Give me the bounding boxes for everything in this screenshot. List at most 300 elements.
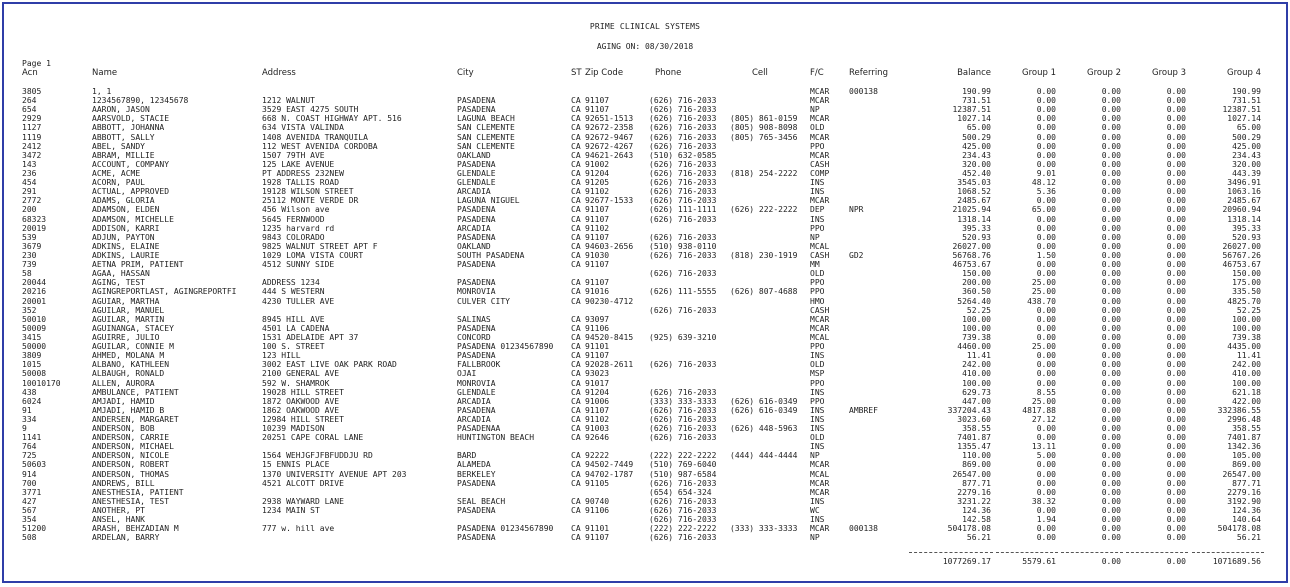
cell-acn: 230 xyxy=(22,250,37,260)
table-row xyxy=(4,333,1286,342)
cell-group2: 0.00 xyxy=(1101,278,1121,288)
cell-state: CA xyxy=(571,478,581,488)
cell-fin-class: MCAL xyxy=(810,241,830,251)
cell-zip: 92672-2358 xyxy=(585,123,634,133)
cell-acn: 454 xyxy=(22,178,37,188)
cell-zip: 90230-4712 xyxy=(585,296,634,306)
cell-balance: 877.71 xyxy=(962,478,991,488)
cell-group2: 0.00 xyxy=(1101,187,1121,197)
cell-referring: AMBREF xyxy=(849,405,878,415)
cell-balance: 739.38 xyxy=(962,332,991,342)
cell-zip: 91107 xyxy=(585,351,610,361)
cell-balance: 520.93 xyxy=(962,232,991,242)
cell-balance: 12387.51 xyxy=(952,105,991,115)
cell-zip: 92222 xyxy=(585,451,610,461)
report-page xyxy=(2,2,1288,583)
cell-state: CA xyxy=(571,342,581,352)
cell-fin-class: INS xyxy=(810,405,825,415)
cell-city: PASADENA xyxy=(457,232,496,242)
table-row xyxy=(4,151,1286,160)
cell-zip: 91107 xyxy=(585,96,610,106)
cell-group4: 443.39 xyxy=(1232,168,1261,178)
cell-balance: 358.55 xyxy=(962,424,991,434)
cell-group2: 0.00 xyxy=(1101,205,1121,215)
cell-group4: 175.00 xyxy=(1232,278,1261,288)
cell-state: CA xyxy=(571,260,581,270)
cell-cell: (626) 448-5963 xyxy=(730,424,798,434)
cell-state: CA xyxy=(571,123,581,133)
table-row xyxy=(4,324,1286,333)
cell-name: ANOTHER, PT xyxy=(92,506,145,516)
cell-balance: 3545.03 xyxy=(957,178,991,188)
cell-address: 9825 WALNUT STREET APT F xyxy=(262,241,378,251)
cell-group1: 65.00 xyxy=(1031,205,1056,215)
cell-group3: 0.00 xyxy=(1166,314,1186,324)
cell-zip: 91003 xyxy=(585,424,610,434)
cell-referring: NPR xyxy=(849,205,864,215)
cell-group3: 0.00 xyxy=(1166,506,1186,516)
cell-state: CA xyxy=(571,287,581,297)
col-group2: Group 2 xyxy=(1087,68,1121,78)
report-subtitle: AGING ON: 08/30/2018 xyxy=(596,42,694,51)
cell-group4: 335.50 xyxy=(1232,287,1261,297)
table-row xyxy=(4,388,1286,397)
cell-acn: 6024 xyxy=(22,396,42,406)
cell-name: AARSVOLD, STACIE xyxy=(92,114,170,124)
cell-fin-class: MCAR xyxy=(810,114,830,124)
cell-name: ABBOTT, SALLY xyxy=(92,132,155,142)
cell-zip: 92028-2611 xyxy=(585,360,634,370)
cell-name: AMJADI, HAMID xyxy=(92,396,155,406)
cell-fin-class: OLD xyxy=(810,123,825,133)
cell-group3: 0.00 xyxy=(1166,369,1186,379)
cell-address: 1564 WEHJGFJFBFUDDJU RD xyxy=(262,451,373,461)
cell-fin-class: MCAR xyxy=(810,487,830,497)
cell-balance: 11.41 xyxy=(966,351,991,361)
cell-name: AGUIRRE, JULIO xyxy=(92,332,160,342)
cell-name: 1234567890, 12345678 xyxy=(92,96,189,106)
cell-acn: 914 xyxy=(22,469,37,479)
cell-group4: 46753.67 xyxy=(1222,260,1261,270)
table-row xyxy=(4,169,1286,178)
cell-state: CA xyxy=(571,296,581,306)
cell-balance: 200.00 xyxy=(962,278,991,288)
cell-address: 777 w. hill ave xyxy=(262,524,335,534)
col-fc: F/C xyxy=(810,68,824,78)
cell-city: PASADENA 01234567890 xyxy=(457,342,554,352)
table-row xyxy=(4,315,1286,324)
cell-fin-class: OLD xyxy=(810,360,825,370)
table-row xyxy=(4,160,1286,169)
cell-state: CA xyxy=(571,451,581,461)
col-balance: Balance xyxy=(957,68,991,78)
cell-name: ADAMS, GLORIA xyxy=(92,196,155,206)
cell-phone: (626) 716-2033 xyxy=(649,168,717,178)
cell-zip: 92646 xyxy=(585,433,610,443)
cell-address: 456 Wilson ave xyxy=(262,205,330,215)
cell-balance: 500.29 xyxy=(962,132,991,142)
cell-fin-class: INS xyxy=(810,214,825,224)
cell-group2: 0.00 xyxy=(1101,332,1121,342)
cell-group2: 0.00 xyxy=(1101,515,1121,525)
cell-zip: 91107 xyxy=(585,232,610,242)
cell-balance: 7401.87 xyxy=(957,433,991,443)
cell-group1: 25.00 xyxy=(1031,396,1056,406)
table-row xyxy=(4,424,1286,433)
cell-city: ARCADIA xyxy=(457,223,491,233)
cell-group4: 56.21 xyxy=(1236,533,1261,543)
cell-fin-class: INS xyxy=(810,178,825,188)
cell-city: PASADENA xyxy=(457,323,496,333)
cell-group4: 3192.90 xyxy=(1227,496,1261,506)
cell-state: CA xyxy=(571,360,581,370)
cell-balance: 731.51 xyxy=(962,96,991,106)
cell-address: 1531 ADELAIDE APT 37 xyxy=(262,332,359,342)
table-row xyxy=(4,506,1286,515)
cell-zip: 91107 xyxy=(585,205,610,215)
table-row xyxy=(4,479,1286,488)
col-group4: Group 4 xyxy=(1227,68,1261,78)
cell-zip: 91016 xyxy=(585,287,610,297)
cell-group3: 0.00 xyxy=(1166,214,1186,224)
cell-phone: (510) 987-6584 xyxy=(649,469,717,479)
cell-acn: 9 xyxy=(22,424,27,434)
cell-fin-class: MCAR xyxy=(810,524,830,534)
cell-balance: 629.73 xyxy=(962,387,991,397)
cell-acn: 51200 xyxy=(22,524,47,534)
cell-city: SALINAS xyxy=(457,314,491,324)
cell-group4: 358.55 xyxy=(1232,424,1261,434)
cell-address: 1234 MAIN ST xyxy=(262,506,320,516)
cell-phone: (626) 716-2033 xyxy=(649,515,717,525)
cell-referring: GD2 xyxy=(849,250,864,260)
cell-acn: 20216 xyxy=(22,287,47,297)
cell-fin-class: MCAL xyxy=(810,332,830,342)
cell-cell: (626) 807-4688 xyxy=(730,287,798,297)
cell-balance: 320.00 xyxy=(962,159,991,169)
cell-group4: 26027.00 xyxy=(1222,241,1261,251)
table-row xyxy=(4,96,1286,105)
cell-city: PASADENA 01234567890 xyxy=(457,524,554,534)
cell-cell: (626) 616-0349 xyxy=(730,405,798,415)
cell-phone: (626) 716-2033 xyxy=(649,196,717,206)
cell-group2: 0.00 xyxy=(1101,105,1121,115)
cell-state: CA xyxy=(571,533,581,543)
cell-name: ALLEN, AURORA xyxy=(92,378,155,388)
cell-group1: 0.00 xyxy=(1036,241,1056,251)
cell-phone: (925) 639-3210 xyxy=(649,332,717,342)
cell-balance: 56.21 xyxy=(966,533,991,543)
col-zip: Zip Code xyxy=(585,68,624,78)
cell-name: ABRAM, MILLIE xyxy=(92,150,155,160)
cell-fin-class: INS xyxy=(810,414,825,424)
cell-group4: 2485.67 xyxy=(1227,196,1261,206)
cell-zip: 92651-1513 xyxy=(585,114,634,124)
col-acn: Acn xyxy=(22,68,38,78)
cell-address: 1872 OAKWOOD AVE xyxy=(262,396,340,406)
cell-zip: 91102 xyxy=(585,187,610,197)
cell-zip: 91006 xyxy=(585,396,610,406)
cell-acn: 91 xyxy=(22,405,32,415)
cell-acn: 764 xyxy=(22,442,37,452)
cell-group3: 0.00 xyxy=(1166,196,1186,206)
table-row xyxy=(4,406,1286,415)
cell-group3: 0.00 xyxy=(1166,187,1186,197)
cell-balance: 1355.47 xyxy=(957,442,991,452)
cell-balance: 26547.00 xyxy=(952,469,991,479)
totals-row xyxy=(4,552,1286,572)
cell-zip: 94502-7449 xyxy=(585,460,634,470)
cell-group2: 0.00 xyxy=(1101,223,1121,233)
cell-fin-class: PPO xyxy=(810,396,825,406)
cell-group2: 0.00 xyxy=(1101,96,1121,106)
cell-city: PASADENA xyxy=(457,278,496,288)
cell-acn: 438 xyxy=(22,387,37,397)
cell-name: ANDERSON, THOMAS xyxy=(92,469,170,479)
cell-group2: 0.00 xyxy=(1101,433,1121,443)
cell-balance: 504178.08 xyxy=(947,524,991,534)
cell-fin-class: MCAR xyxy=(810,87,830,96)
cell-group4: 26547.00 xyxy=(1222,469,1261,479)
cell-name: ANDERSON, ROBERT xyxy=(92,460,170,470)
cell-city: PASADENA xyxy=(457,478,496,488)
cell-balance: 21025.94 xyxy=(952,205,991,215)
cell-phone: (626) 716-2033 xyxy=(649,506,717,516)
cell-fin-class: NP xyxy=(810,105,820,115)
cell-name: AMBULANCE, PATIENT xyxy=(92,387,179,397)
cell-name: ACORN, PAUL xyxy=(92,178,145,188)
cell-group3: 0.00 xyxy=(1166,478,1186,488)
cell-fin-class: MCAR xyxy=(810,96,830,106)
cell-acn: 567 xyxy=(22,506,37,516)
cell-phone: (626) 716-2033 xyxy=(649,123,717,133)
cell-group3: 0.00 xyxy=(1166,223,1186,233)
totals-rule xyxy=(1192,552,1264,553)
table-row xyxy=(4,460,1286,469)
cell-group3: 0.00 xyxy=(1166,278,1186,288)
cell-city: PASADENA xyxy=(457,533,496,543)
cell-phone: (626) 716-2033 xyxy=(649,159,717,169)
cell-group3: 0.00 xyxy=(1166,114,1186,124)
cell-name: AGUILAR, CONNIE M xyxy=(92,342,174,352)
cell-group4: 65.00 xyxy=(1236,123,1261,133)
cell-name: AGUILAR, MANUEL xyxy=(92,305,165,315)
cell-group4: 869.00 xyxy=(1232,460,1261,470)
cell-city: PASADENA xyxy=(457,159,496,169)
cell-acn: 354 xyxy=(22,515,37,525)
cell-group2: 0.00 xyxy=(1101,323,1121,333)
cell-group1: 25.00 xyxy=(1031,342,1056,352)
cell-name: ADKINS, ELAINE xyxy=(92,241,160,251)
cell-zip: 94603-2656 xyxy=(585,241,634,251)
cell-state: CA xyxy=(571,506,581,516)
cell-group4: 124.36 xyxy=(1232,506,1261,516)
cell-group2: 0.00 xyxy=(1101,250,1121,260)
cell-state: CA xyxy=(571,332,581,342)
cell-acn: 50009 xyxy=(22,323,47,333)
cell-name: ACME, ACME xyxy=(92,168,141,178)
cell-city: ALAMEDA xyxy=(457,460,491,470)
cell-city: LAGUNA NIGUEL xyxy=(457,196,520,206)
cell-acn: 3415 xyxy=(22,332,42,342)
cell-group2: 0.00 xyxy=(1101,260,1121,270)
table-row xyxy=(4,142,1286,151)
table-row xyxy=(4,105,1286,114)
cell-phone: (626) 716-2033 xyxy=(649,114,717,124)
cell-group1: 0.00 xyxy=(1036,305,1056,315)
cell-group1: 0.00 xyxy=(1036,351,1056,361)
cell-phone: (654) 654-324 xyxy=(649,487,712,497)
cell-balance: 447.00 xyxy=(962,396,991,406)
cell-group1: 1.94 xyxy=(1036,515,1056,525)
cell-group3: 0.00 xyxy=(1166,515,1186,525)
cell-city: PASADENA xyxy=(457,105,496,115)
cell-group4: 877.71 xyxy=(1232,478,1261,488)
cell-group1: 0.00 xyxy=(1036,332,1056,342)
cell-state: CA xyxy=(571,405,581,415)
cell-address: ADDRESS 1234 xyxy=(262,278,320,288)
cell-address: 4230 TULLER AVE xyxy=(262,296,335,306)
cell-address: 19128 WILSON STREET xyxy=(262,187,354,197)
cell-group4: 105.00 xyxy=(1232,451,1261,461)
cell-fin-class: CASH xyxy=(810,250,830,260)
cell-address: 20251 CAPE CORAL LANE xyxy=(262,433,364,443)
cell-state: CA xyxy=(571,159,581,169)
cell-group3: 0.00 xyxy=(1166,105,1186,115)
cell-fin-class: MCAR xyxy=(810,478,830,488)
cell-phone: (626) 716-2033 xyxy=(649,178,717,188)
cell-address: 1235 harvard rd xyxy=(262,223,335,233)
cell-fin-class: NP xyxy=(810,533,820,543)
cell-zip: 91107 xyxy=(585,260,610,270)
table-row xyxy=(4,278,1286,287)
cell-acn: 2772 xyxy=(22,196,42,206)
cell-acn: 264 xyxy=(22,96,37,106)
cell-zip: 91107 xyxy=(585,214,610,224)
cell-group1: 38.32 xyxy=(1031,496,1056,506)
cell-group1: 13.11 xyxy=(1031,442,1056,452)
cell-acn: 1127 xyxy=(22,123,42,133)
cell-phone: (626) 716-2033 xyxy=(649,478,717,488)
cell-phone: (626) 716-2033 xyxy=(649,132,717,142)
table-row xyxy=(4,451,1286,460)
cell-group2: 0.00 xyxy=(1101,424,1121,434)
col-city: City xyxy=(457,68,474,78)
cell-state: CA xyxy=(571,414,581,424)
cell-acn: 20001 xyxy=(22,296,47,306)
cell-group1: 0.00 xyxy=(1036,487,1056,497)
cell-address: 8945 HILL AVE xyxy=(262,314,325,324)
cell-group1: 0.00 xyxy=(1036,506,1056,516)
table-row xyxy=(4,397,1286,406)
cell-group1: 5.36 xyxy=(1036,187,1056,197)
cell-group1: 0.00 xyxy=(1036,469,1056,479)
cell-balance: 110.00 xyxy=(962,451,991,461)
cell-group4: 4825.70 xyxy=(1227,296,1261,306)
cell-group4: 621.18 xyxy=(1232,387,1261,397)
cell-group1: 25.00 xyxy=(1031,287,1056,297)
col-cell: Cell xyxy=(752,68,768,78)
cell-fin-class: NP xyxy=(810,232,820,242)
cell-acn: 50010 xyxy=(22,314,47,324)
cell-address: 4501 LA CADENA xyxy=(262,323,330,333)
cell-group1: 48.12 xyxy=(1031,178,1056,188)
cell-balance: 124.36 xyxy=(962,506,991,516)
cell-group4: 150.00 xyxy=(1232,269,1261,279)
cell-balance: 5264.40 xyxy=(957,296,991,306)
cell-acn: 2929 xyxy=(22,114,42,124)
cell-zip: 91106 xyxy=(585,323,610,333)
cell-acn: 68323 xyxy=(22,214,47,224)
cell-group1: 0.00 xyxy=(1036,314,1056,324)
col-st: ST xyxy=(571,68,582,78)
cell-group1: 0.00 xyxy=(1036,150,1056,160)
cell-name: ARASH, BEHZADIAN M xyxy=(92,524,179,534)
total-group3: 0.00 xyxy=(1166,557,1186,566)
cell-phone: (626) 111-1111 xyxy=(649,205,717,215)
cell-balance: 3231.22 xyxy=(957,496,991,506)
cell-group2: 0.00 xyxy=(1101,524,1121,534)
cell-name: ADDISON, KARRI xyxy=(92,223,160,233)
table-row xyxy=(4,533,1286,542)
cell-acn: 50000 xyxy=(22,342,47,352)
cell-balance: 2485.67 xyxy=(957,196,991,206)
cell-phone: (626) 716-2033 xyxy=(649,433,717,443)
cell-group1: 0.00 xyxy=(1036,378,1056,388)
cell-address: 10239 MADISON xyxy=(262,424,325,434)
cell-group3: 0.00 xyxy=(1166,168,1186,178)
cell-name: ANESTHESIA, TEST xyxy=(92,496,170,506)
cell-address: 4521 ALCOTT DRIVE xyxy=(262,478,344,488)
cell-phone: (510) 938-0110 xyxy=(649,241,717,251)
table-row xyxy=(4,178,1286,187)
cell-group1: 0.00 xyxy=(1036,478,1056,488)
cell-group4: 1027.14 xyxy=(1227,114,1261,124)
cell-phone: (626) 716-2033 xyxy=(649,141,717,151)
cell-address: 1212 WALNUT xyxy=(262,96,315,106)
cell-zip: 91107 xyxy=(585,405,610,415)
cell-group1: 0.00 xyxy=(1036,533,1056,543)
cell-group1: 0.00 xyxy=(1036,141,1056,151)
cell-group3: 0.00 xyxy=(1166,496,1186,506)
cell-zip: 93097 xyxy=(585,314,610,324)
cell-city: PASADENA xyxy=(457,214,496,224)
cell-group3: 0.00 xyxy=(1166,87,1186,96)
cell-group3: 0.00 xyxy=(1166,178,1186,188)
cell-state: CA xyxy=(571,168,581,178)
table-row xyxy=(4,306,1286,315)
cell-group4: 100.00 xyxy=(1232,314,1261,324)
cell-zip: 91030 xyxy=(585,250,610,260)
table-row xyxy=(4,524,1286,533)
cell-group1: 0.00 xyxy=(1036,123,1056,133)
cell-group1: 0.00 xyxy=(1036,196,1056,206)
cell-group3: 0.00 xyxy=(1166,296,1186,306)
cell-address: 1370 UNIVERSITY AVENUE APT 203 xyxy=(262,469,407,479)
cell-address: 19028 HILL STREET xyxy=(262,387,344,397)
cell-state: CA xyxy=(571,469,581,479)
cell-name: AGING, TEST xyxy=(92,278,145,288)
cell-balance: 142.58 xyxy=(962,515,991,525)
cell-group4: 731.51 xyxy=(1232,96,1261,106)
cell-zip: 91101 xyxy=(585,342,610,352)
cell-fin-class: PPO xyxy=(810,287,825,297)
cell-balance: 150.00 xyxy=(962,269,991,279)
totals-rule xyxy=(909,552,993,553)
table-row xyxy=(4,442,1286,451)
cell-group4: 52.25 xyxy=(1236,305,1261,315)
cell-group2: 0.00 xyxy=(1101,506,1121,516)
